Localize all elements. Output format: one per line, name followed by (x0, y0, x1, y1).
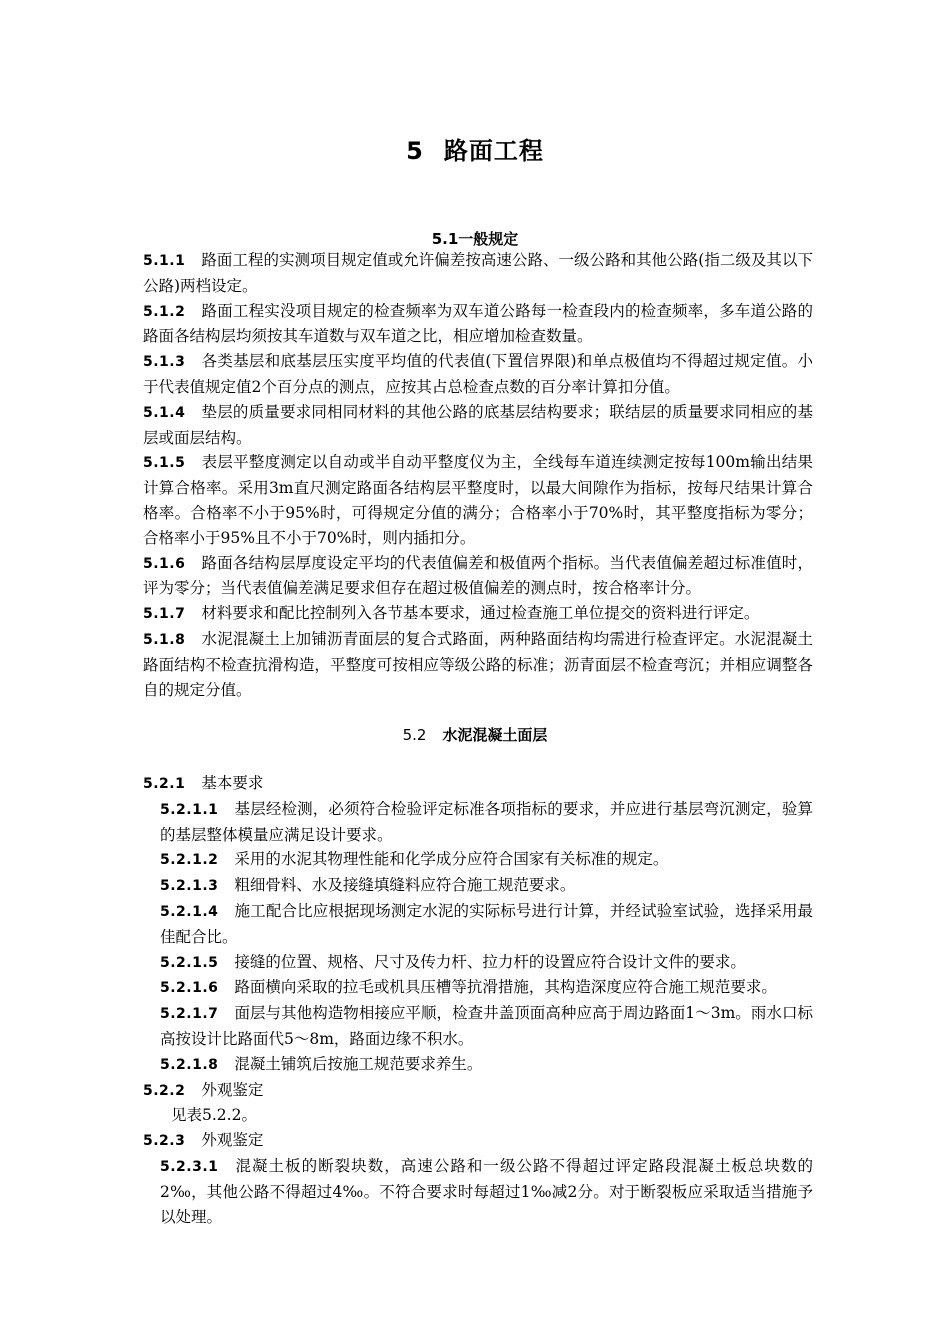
clause-5-2-2: 5.2.2 外观鉴定 (143, 1080, 264, 1099)
section-5-2-title: 水泥混凝土面层 (442, 726, 548, 744)
clause-5-1-4: 5.1.4 垫层的质量要求同相同材料的其他公路的底基层结构要求；联结层的质量要求同相应的基层或面层结构。 (143, 402, 813, 447)
section-5-1-heading (0, 228, 950, 249)
clause-5-2-1-1: 5.2.1.1 基层经检测，必须符合检验评定标准各项指标的要求，并应进行基层弯沉测定，验算的基层整体模量应满足设计要求。 (160, 799, 813, 844)
chapter-title-text: 路面工程 (443, 137, 544, 165)
clause-5-2-1-2: 5.2.1.2 采用的水泥其物理性能和化学成分应符合国家有关标准的规定。 (160, 850, 669, 869)
clause-5-2-1-4: 5.2.1.4 施工配合比应根据现场测定水泥的实际标号进行计算，并经试验室试验，选择采用最佳配合比。 (160, 901, 813, 946)
section-5-2-number: 5.2 (402, 726, 427, 744)
clause-5-1-8: 5.1.8 水泥混凝土上加铺沥青面层的复合式路面，两种路面结构均需进行检查评定。水泥混凝土路面结构不检查抗滑构造，平整度可按相应等级公路的标准；沥青面层不检查弯沉；并相应调整各自的规定分值。 (143, 629, 813, 699)
clause-5-1-5: 5.1.5 表层平整度测定以自动或半自动平整度仪为主，全线每车道连续测定按每100m输出结果计算合格率。采用3m直尺测定路面各结构层平整度时，以最大间隙作为指标，按每尺结果计算合格率。合格率不小于95%时，可得规定分值的满分；合格率小于70%时，其平整度指标为零分；合格率小于95%且不小于70%时，则内插扣分。 (143, 453, 813, 547)
clause-5-1-7: 5.1.7 材料要求和配比控制列入各节基本要求，通过检查施工单位提交的资料进行评定。 (143, 604, 760, 623)
chapter-title (0, 131, 950, 166)
clause-5-2-2-text: 见表5.2.2。 (171, 1106, 257, 1125)
section-5-1-heading-text: 5.1一般规定 (431, 230, 519, 248)
clause-5-2-1-6: 5.2.1.6 路面横向采取的拉毛或机具压槽等抗滑措施，其构造深度应符合施工规范要求。 (160, 978, 777, 997)
section-5-2-body (143, 771, 813, 1229)
clause-5-2-1-7: 5.2.1.7 面层与其他构造物相接应平顺，检查井盖顶面高种应高于周边路面1～3m。雨水口标高按设计比路面代5～8m，路面边缘不积水。 (160, 1004, 813, 1048)
section-5-2-heading (0, 724, 950, 745)
clause-5-1-1: 5.1.1 路面工程的实测项目规定值或允许偏差按高速公路、一级公路和其他公路(指二级及其以下公路)两档设定。 (143, 251, 813, 295)
clause-5-1-6: 5.1.6 路面各结构层厚度设定平均的代表值偏差和极值两个指标。当代表值偏差超过标准值时，评为零分；当代表值偏差满足要求但存在超过极值偏差的测点时，按合格率计分。 (143, 553, 813, 598)
clause-5-2-3: 5.2.3 外观鉴定 (143, 1131, 264, 1150)
clause-5-1-3: 5.1.3 各类基层和底基层压实度平均值的代表值(下置信界限)和单点极值均不得超过规定值。小于代表值规定值2个百分点的测点，应按其占总检查点数的百分率计算扣分值。 (143, 352, 813, 396)
section-5-1-body (143, 248, 813, 702)
clause-5-1-2: 5.1.2 路面工程实没项目规定的检查频率为双车道公路每一检查段内的检查频率，多车道公路的路面各结构层均须按其车道数与双车道之比，相应增加检查数量。 (143, 301, 813, 346)
clause-5-2-1-8: 5.2.1.8 混凝土铺筑后按施工规范要求养生。 (160, 1054, 483, 1073)
clause-5-2-1-5: 5.2.1.5 接缝的位置、规格、尺寸及传力杆、拉力杆的设置应符合设计文件的要求。 (160, 952, 746, 971)
clause-5-2-1: 5.2.1 基本要求 (143, 774, 264, 792)
clause-5-2-3-1: 5.2.3.1 混凝土板的断裂块数，高速公路和一级公路不得超过评定路段混凝土板总块数的2‰，其他公路不得超过4‰。不符合要求时每超过1‰减2分。对于断裂板应采取适当措施予以处理。 (160, 1156, 813, 1226)
chapter-number: 5 (406, 137, 424, 165)
clause-5-2-1-3: 5.2.1.3 粗细骨料、水及接缝填缝料应符合施工规范要求。 (160, 876, 576, 895)
